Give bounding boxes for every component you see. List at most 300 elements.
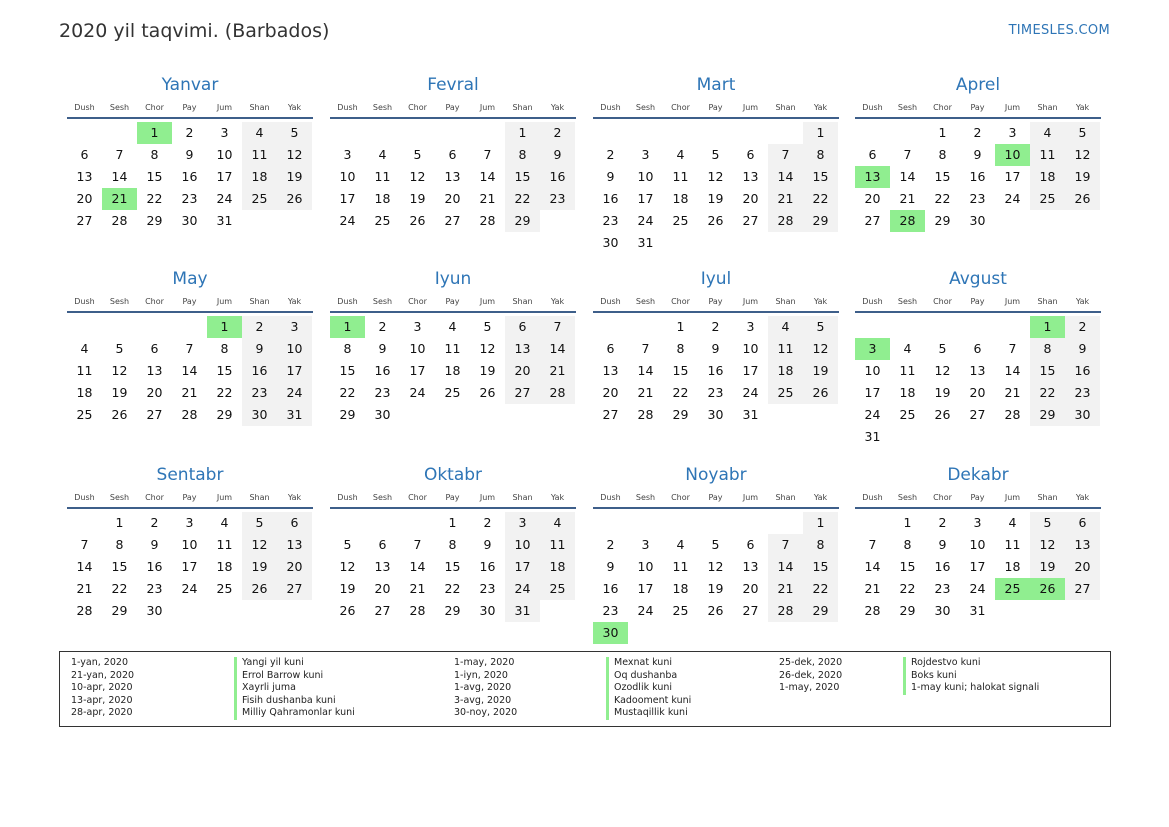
day-cell: 28 bbox=[864, 603, 881, 618]
day-cell: 11 bbox=[672, 169, 689, 184]
day-cell: 31 bbox=[637, 235, 654, 250]
day-cell: 27 bbox=[742, 603, 759, 618]
empty-cell bbox=[400, 122, 435, 144]
day-cell: 8 bbox=[1030, 338, 1065, 360]
day-cell: 21 bbox=[181, 385, 198, 400]
day-cell: 28 bbox=[637, 407, 654, 422]
day-cell: 10 bbox=[216, 147, 233, 162]
weekday-label: Dush bbox=[337, 297, 358, 306]
day-cell: 24 bbox=[1004, 191, 1021, 206]
day-cell: 7 bbox=[768, 144, 803, 166]
day-cell: 9 bbox=[540, 144, 575, 166]
day-cell: 3 bbox=[277, 316, 312, 338]
day-cell: 1 bbox=[448, 515, 457, 530]
weekday-label: Sesh bbox=[635, 297, 656, 306]
weekday-label: Dush bbox=[74, 493, 95, 502]
month-iyun bbox=[330, 268, 576, 426]
day-cell: 28 bbox=[181, 407, 198, 422]
day-cell: 2 bbox=[378, 319, 387, 334]
day-cell: 6 bbox=[448, 147, 457, 162]
day-cell: 14 bbox=[899, 169, 916, 184]
day-cell: 2 bbox=[150, 515, 159, 530]
day-cell: 15 bbox=[505, 166, 540, 188]
empty-cell bbox=[330, 122, 365, 144]
day-cell: 8 bbox=[938, 147, 947, 162]
weekday-label: Shan bbox=[775, 103, 796, 112]
day-cell: 29 bbox=[146, 213, 163, 228]
day-cell: 19 bbox=[707, 191, 724, 206]
day-cell: 13 bbox=[374, 559, 391, 574]
weekday-label: Pay bbox=[708, 103, 723, 112]
holiday-day: 30 bbox=[593, 622, 628, 644]
day-grid bbox=[593, 316, 839, 426]
day-cell: 5 bbox=[711, 537, 720, 552]
day-cell: 22 bbox=[146, 191, 163, 206]
day-cell: 13 bbox=[1065, 534, 1100, 556]
day-cell: 2 bbox=[938, 515, 947, 530]
day-cell: 28 bbox=[76, 603, 93, 618]
legend-names-column bbox=[606, 657, 691, 720]
month-name: Noyabr bbox=[685, 465, 747, 485]
day-cell: 24 bbox=[864, 407, 881, 422]
day-cell: 6 bbox=[746, 147, 755, 162]
day-cell: 19 bbox=[934, 385, 951, 400]
day-cell: 9 bbox=[185, 147, 194, 162]
day-cell: 23 bbox=[540, 188, 575, 210]
day-cell: 18 bbox=[374, 191, 391, 206]
day-cell: 28 bbox=[540, 382, 575, 404]
day-grid bbox=[593, 512, 839, 644]
legend-date: 3-avg, 2020 bbox=[454, 694, 512, 706]
day-cell: 20 bbox=[969, 385, 986, 400]
day-cell: 17 bbox=[637, 191, 654, 206]
day-cell: 13 bbox=[742, 169, 759, 184]
day-cell: 22 bbox=[505, 188, 540, 210]
weekday-header bbox=[67, 101, 313, 119]
day-cell: 29 bbox=[803, 600, 838, 622]
weekday-label: Sesh bbox=[372, 103, 393, 112]
day-cell: 18 bbox=[216, 559, 233, 574]
day-cell: 24 bbox=[969, 581, 986, 596]
day-cell: 27 bbox=[1065, 578, 1100, 600]
empty-cell bbox=[67, 512, 102, 534]
legend-dates-column bbox=[779, 657, 842, 695]
weekday-label: Shan bbox=[512, 493, 533, 502]
weekday-label: Dush bbox=[74, 103, 95, 112]
day-cell: 25 bbox=[242, 188, 277, 210]
day-cell: 18 bbox=[444, 363, 461, 378]
weekday-label: Sesh bbox=[897, 493, 918, 502]
day-cell: 8 bbox=[505, 144, 540, 166]
day-cell: 13 bbox=[742, 559, 759, 574]
day-cell: 31 bbox=[216, 213, 233, 228]
day-cell: 6 bbox=[868, 147, 877, 162]
day-cell: 18 bbox=[672, 581, 689, 596]
day-cell: 7 bbox=[868, 537, 877, 552]
weekday-label: Sesh bbox=[372, 297, 393, 306]
day-cell: 22 bbox=[803, 188, 838, 210]
day-cell: 7 bbox=[80, 537, 89, 552]
day-cell: 20 bbox=[146, 385, 163, 400]
day-cell: 29 bbox=[934, 213, 951, 228]
day-cell: 10 bbox=[864, 363, 881, 378]
empty-cell bbox=[628, 122, 663, 144]
day-cell: 27 bbox=[444, 213, 461, 228]
day-cell: 22 bbox=[899, 581, 916, 596]
weekday-label: Yak bbox=[287, 493, 302, 502]
day-cell: 4 bbox=[676, 147, 685, 162]
day-cell: 9 bbox=[483, 537, 492, 552]
day-cell: 17 bbox=[505, 556, 540, 578]
weekday-label: Chor bbox=[145, 103, 164, 112]
day-cell: 11 bbox=[374, 169, 391, 184]
day-cell: 30 bbox=[602, 235, 619, 250]
day-cell: 4 bbox=[903, 341, 912, 356]
day-grid bbox=[330, 316, 576, 426]
weekday-label: Pay bbox=[182, 103, 197, 112]
day-cell: 26 bbox=[277, 188, 312, 210]
empty-cell bbox=[768, 512, 803, 534]
day-cell: 27 bbox=[374, 603, 391, 618]
day-cell: 17 bbox=[339, 191, 356, 206]
day-cell: 17 bbox=[637, 581, 654, 596]
weekday-label: Jum bbox=[1004, 493, 1021, 502]
day-cell: 18 bbox=[672, 191, 689, 206]
day-cell: 3 bbox=[746, 319, 755, 334]
day-cell: 9 bbox=[606, 169, 615, 184]
day-cell: 14 bbox=[409, 559, 426, 574]
day-cell: 31 bbox=[864, 429, 881, 444]
weekday-header bbox=[330, 295, 576, 313]
empty-cell bbox=[593, 512, 628, 534]
day-cell: 30 bbox=[934, 603, 951, 618]
day-cell: 6 bbox=[1065, 512, 1100, 534]
day-cell: 20 bbox=[602, 385, 619, 400]
month-noyabr bbox=[593, 464, 839, 644]
day-cell: 1 bbox=[803, 512, 838, 534]
day-cell: 27 bbox=[602, 407, 619, 422]
day-cell: 31 bbox=[277, 404, 312, 426]
day-cell: 21 bbox=[637, 385, 654, 400]
day-cell: 15 bbox=[899, 559, 916, 574]
day-cell: 11 bbox=[768, 338, 803, 360]
day-cell: 25 bbox=[374, 213, 391, 228]
day-cell: 21 bbox=[864, 581, 881, 596]
day-cell: 24 bbox=[409, 385, 426, 400]
day-cell: 17 bbox=[864, 385, 881, 400]
legend-holiday-name: Oq dushanba bbox=[606, 670, 691, 683]
empty-cell bbox=[470, 122, 505, 144]
weekday-header bbox=[67, 491, 313, 509]
day-cell: 30 bbox=[969, 213, 986, 228]
day-cell: 15 bbox=[803, 166, 838, 188]
day-cell: 15 bbox=[216, 363, 233, 378]
day-cell: 1 bbox=[903, 515, 912, 530]
holiday-day: 26 bbox=[1030, 578, 1065, 600]
day-cell: 20 bbox=[742, 191, 759, 206]
day-cell: 14 bbox=[768, 556, 803, 578]
day-cell: 30 bbox=[374, 407, 391, 422]
day-cell: 14 bbox=[768, 166, 803, 188]
empty-cell bbox=[400, 512, 435, 534]
weekday-label: Sesh bbox=[109, 297, 130, 306]
day-cell: 9 bbox=[242, 338, 277, 360]
legend-date: 1-yan, 2020 bbox=[71, 657, 128, 668]
day-cell: 8 bbox=[448, 537, 457, 552]
day-cell: 10 bbox=[969, 537, 986, 552]
weekday-label: Pay bbox=[970, 103, 985, 112]
month-name: Iyun bbox=[434, 269, 472, 289]
weekday-label: Shan bbox=[775, 297, 796, 306]
day-cell: 23 bbox=[1065, 382, 1100, 404]
day-cell: 16 bbox=[181, 169, 198, 184]
weekday-label: Jum bbox=[479, 103, 496, 112]
day-cell: 12 bbox=[707, 559, 724, 574]
day-cell: 26 bbox=[1065, 188, 1100, 210]
legend-dates-column bbox=[71, 657, 134, 720]
weekday-header bbox=[330, 491, 576, 509]
month-avgust bbox=[855, 268, 1101, 448]
day-cell: 16 bbox=[374, 363, 391, 378]
day-cell: 15 bbox=[444, 559, 461, 574]
day-cell: 20 bbox=[742, 581, 759, 596]
weekday-label: Jum bbox=[1004, 297, 1021, 306]
day-cell: 22 bbox=[934, 191, 951, 206]
day-cell: 19 bbox=[1065, 166, 1100, 188]
month-dekabr bbox=[855, 464, 1101, 622]
weekday-label: Shan bbox=[512, 103, 533, 112]
day-cell: 12 bbox=[1065, 144, 1100, 166]
day-cell: 21 bbox=[479, 191, 496, 206]
weekday-label: Dush bbox=[600, 103, 621, 112]
day-cell: 11 bbox=[242, 144, 277, 166]
weekday-label: Jum bbox=[742, 493, 759, 502]
weekday-label: Shan bbox=[775, 493, 796, 502]
day-cell: 10 bbox=[505, 534, 540, 556]
day-cell: 10 bbox=[181, 537, 198, 552]
month-name: Sentabr bbox=[156, 465, 224, 485]
day-cell: 23 bbox=[707, 385, 724, 400]
day-cell: 12 bbox=[277, 144, 312, 166]
month-mart bbox=[593, 74, 839, 254]
month-name: Aprel bbox=[955, 75, 1001, 95]
month-name: Iyul bbox=[700, 269, 732, 289]
day-cell: 16 bbox=[146, 559, 163, 574]
empty-cell bbox=[855, 316, 890, 338]
day-cell: 28 bbox=[768, 600, 803, 622]
day-cell: 17 bbox=[969, 559, 986, 574]
empty-cell bbox=[330, 512, 365, 534]
day-cell: 2 bbox=[1065, 316, 1100, 338]
day-cell: 27 bbox=[146, 407, 163, 422]
weekday-label: Chor bbox=[933, 493, 952, 502]
legend-date: 26-dek, 2020 bbox=[779, 669, 843, 681]
month-name: Yanvar bbox=[161, 75, 219, 95]
weekday-label: Chor bbox=[671, 297, 690, 306]
day-cell: 11 bbox=[444, 341, 461, 356]
day-cell: 15 bbox=[146, 169, 163, 184]
day-cell: 30 bbox=[146, 603, 163, 618]
day-cell: 27 bbox=[76, 213, 93, 228]
weekday-label: Pay bbox=[445, 103, 460, 112]
day-cell: 27 bbox=[277, 578, 312, 600]
weekday-label: Jum bbox=[1004, 103, 1021, 112]
day-cell: 28 bbox=[1004, 407, 1021, 422]
day-cell: 2 bbox=[483, 515, 492, 530]
empty-cell bbox=[733, 512, 768, 534]
day-cell: 4 bbox=[768, 316, 803, 338]
day-cell: 29 bbox=[1030, 404, 1065, 426]
day-cell: 11 bbox=[540, 534, 575, 556]
day-cell: 22 bbox=[1030, 382, 1065, 404]
legend-holiday-name: Fisih dushanba kuni bbox=[234, 695, 355, 708]
legend-holiday-name: Ozodlik kuni bbox=[606, 682, 691, 695]
day-cell: 2 bbox=[711, 319, 720, 334]
brand-link[interactable]: TIMESLES.COM bbox=[1008, 23, 1110, 38]
month-aprel bbox=[855, 74, 1101, 232]
weekday-label: Sesh bbox=[897, 103, 918, 112]
day-cell: 2 bbox=[242, 316, 277, 338]
day-cell: 29 bbox=[505, 210, 540, 232]
day-cell: 2 bbox=[973, 125, 982, 140]
month-name: Fevral bbox=[427, 75, 479, 95]
day-cell: 2 bbox=[606, 537, 615, 552]
day-cell: 13 bbox=[146, 363, 163, 378]
weekday-label: Jum bbox=[216, 493, 233, 502]
day-cell: 4 bbox=[242, 122, 277, 144]
month-name: Mart bbox=[696, 75, 736, 95]
day-cell: 12 bbox=[339, 559, 356, 574]
weekday-label: Shan bbox=[249, 493, 270, 502]
day-cell: 13 bbox=[444, 169, 461, 184]
day-cell: 13 bbox=[602, 363, 619, 378]
day-cell: 2 bbox=[185, 125, 194, 140]
weekday-header bbox=[593, 101, 839, 119]
day-cell: 15 bbox=[1030, 360, 1065, 382]
day-cell: 22 bbox=[111, 581, 128, 596]
weekday-label: Dush bbox=[600, 493, 621, 502]
day-cell: 12 bbox=[479, 341, 496, 356]
day-cell: 20 bbox=[864, 191, 881, 206]
day-cell: 5 bbox=[115, 341, 124, 356]
weekday-label: Sesh bbox=[635, 493, 656, 502]
day-cell: 24 bbox=[742, 385, 759, 400]
day-cell: 19 bbox=[803, 360, 838, 382]
empty-cell bbox=[365, 122, 400, 144]
day-cell: 24 bbox=[339, 213, 356, 228]
day-cell: 28 bbox=[768, 210, 803, 232]
day-cell: 23 bbox=[602, 213, 619, 228]
day-cell: 1 bbox=[938, 125, 947, 140]
day-cell: 27 bbox=[742, 213, 759, 228]
day-cell: 26 bbox=[111, 407, 128, 422]
day-cell: 3 bbox=[641, 537, 650, 552]
day-cell: 4 bbox=[1008, 515, 1017, 530]
day-cell: 29 bbox=[899, 603, 916, 618]
weekday-label: Yak bbox=[813, 103, 828, 112]
empty-cell bbox=[995, 316, 1030, 338]
weekday-header bbox=[855, 295, 1101, 313]
day-cell: 6 bbox=[746, 537, 755, 552]
legend-date: 1-may, 2020 bbox=[454, 657, 515, 668]
empty-cell bbox=[365, 512, 400, 534]
day-cell: 18 bbox=[768, 360, 803, 382]
day-cell: 31 bbox=[505, 600, 540, 622]
weekday-label: Jum bbox=[216, 297, 233, 306]
day-cell: 3 bbox=[220, 125, 229, 140]
day-cell: 30 bbox=[479, 603, 496, 618]
day-cell: 19 bbox=[1030, 556, 1065, 578]
month-fevral bbox=[330, 74, 576, 232]
day-cell: 5 bbox=[413, 147, 422, 162]
day-cell: 29 bbox=[111, 603, 128, 618]
day-cell: 22 bbox=[339, 385, 356, 400]
day-cell: 13 bbox=[505, 338, 540, 360]
day-cell: 21 bbox=[540, 360, 575, 382]
day-cell: 23 bbox=[181, 191, 198, 206]
day-cell: 30 bbox=[242, 404, 277, 426]
day-cell: 27 bbox=[505, 382, 540, 404]
legend-date: 30-noy, 2020 bbox=[454, 707, 518, 719]
legend-names-column bbox=[903, 657, 1039, 695]
legend-holiday-name: 1-may kuni; halokat signali bbox=[903, 682, 1039, 695]
empty-cell bbox=[67, 122, 102, 144]
day-cell: 3 bbox=[641, 147, 650, 162]
weekday-header bbox=[593, 491, 839, 509]
day-cell: 20 bbox=[505, 360, 540, 382]
day-cell: 10 bbox=[637, 559, 654, 574]
day-cell: 23 bbox=[969, 191, 986, 206]
day-cell: 16 bbox=[479, 559, 496, 574]
month-may bbox=[67, 268, 313, 426]
weekday-label: Jum bbox=[742, 103, 759, 112]
day-cell: 7 bbox=[540, 316, 575, 338]
day-cell: 22 bbox=[444, 581, 461, 596]
legend-holiday-name: Boks kuni bbox=[903, 670, 1039, 683]
day-cell: 19 bbox=[111, 385, 128, 400]
day-cell: 21 bbox=[899, 191, 916, 206]
day-cell: 4 bbox=[80, 341, 89, 356]
month-oktabr bbox=[330, 464, 576, 622]
day-cell: 29 bbox=[803, 210, 838, 232]
weekday-label: Shan bbox=[1037, 103, 1058, 112]
day-cell: 26 bbox=[803, 382, 838, 404]
day-cell: 19 bbox=[242, 556, 277, 578]
day-cell: 20 bbox=[1065, 556, 1100, 578]
day-cell: 8 bbox=[115, 537, 124, 552]
month-name: Avgust bbox=[949, 269, 1007, 289]
empty-cell bbox=[593, 122, 628, 144]
day-cell: 31 bbox=[742, 407, 759, 422]
weekday-label: Dush bbox=[600, 297, 621, 306]
day-cell: 5 bbox=[1065, 122, 1100, 144]
day-cell: 9 bbox=[378, 341, 387, 356]
weekday-label: Chor bbox=[933, 297, 952, 306]
day-grid bbox=[855, 316, 1101, 448]
month-name: May bbox=[172, 269, 208, 289]
weekday-label: Yak bbox=[813, 297, 828, 306]
legend-holiday-name: Mustaqillik kuni bbox=[606, 707, 691, 720]
empty-cell bbox=[925, 316, 960, 338]
day-cell: 25 bbox=[76, 407, 93, 422]
day-cell: 25 bbox=[540, 578, 575, 600]
day-cell: 16 bbox=[934, 559, 951, 574]
day-cell: 26 bbox=[707, 213, 724, 228]
weekday-label: Yak bbox=[1075, 493, 1090, 502]
weekday-label: Dush bbox=[337, 493, 358, 502]
day-cell: 29 bbox=[339, 407, 356, 422]
day-cell: 9 bbox=[938, 537, 947, 552]
